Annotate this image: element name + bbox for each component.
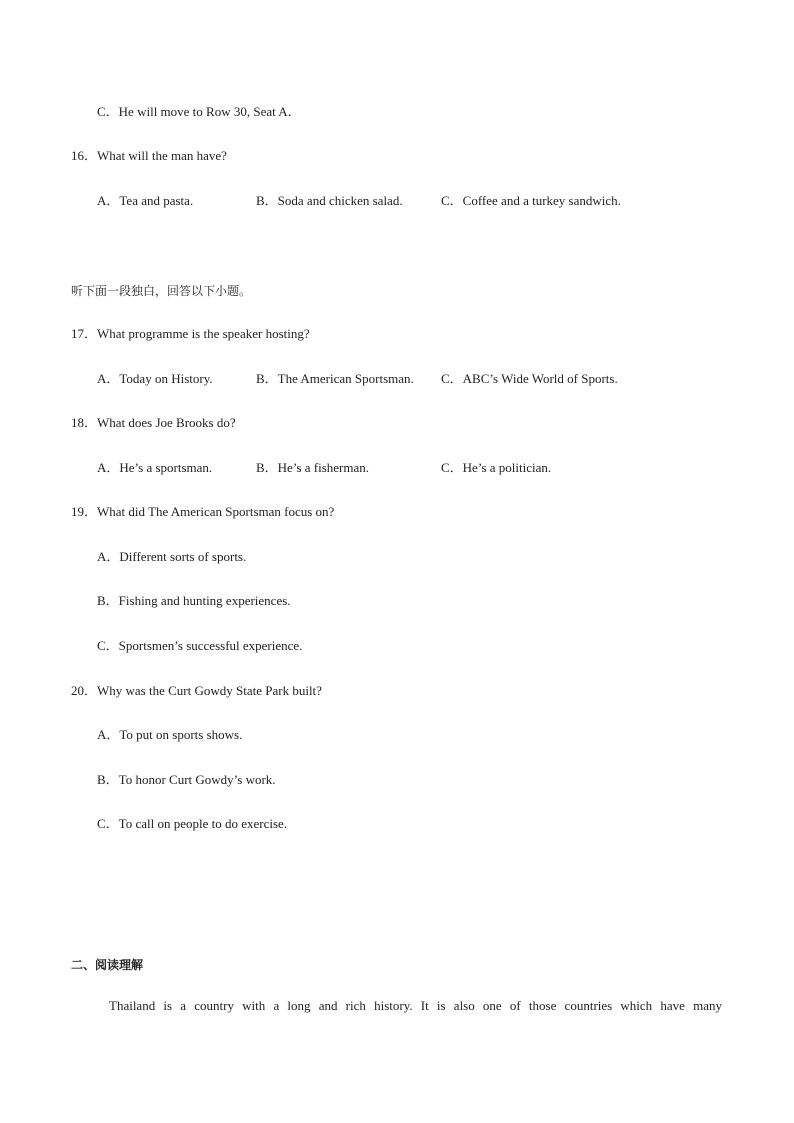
q17-option-a[interactable]: A．Today on History. xyxy=(97,371,213,386)
q19-option-a[interactable]: A．Different sorts of sports. xyxy=(97,549,247,564)
q20-option-a[interactable]: A．To put on sports shows. xyxy=(97,727,243,742)
q19-option-c[interactable]: C．Sportsmen’s successful experience. xyxy=(97,638,303,653)
q18-option-a[interactable]: A．He’s a sportsman. xyxy=(97,460,213,475)
q15-option-c[interactable]: C．He will move to Row 30, Seat A． xyxy=(97,104,301,119)
q17-option-b[interactable]: B．The American Sportsman. xyxy=(256,371,414,386)
q19-question: 19．What did The American Sportsman focus on? xyxy=(71,504,335,519)
q17-question: 17．What programme is the speaker hosting? xyxy=(71,326,310,341)
q18-question: 18．What does Joe Brooks do? xyxy=(71,415,236,430)
section-heading-reading: 二、阅读理解 xyxy=(71,958,144,972)
q17-option-c[interactable]: C．ABC’s Wide World of Sports. xyxy=(441,371,618,386)
q16-option-a[interactable]: A．Tea and pasta. xyxy=(97,193,194,208)
q18-option-b[interactable]: B．He’s a fisherman. xyxy=(256,460,370,475)
q18-option-c[interactable]: C．He’s a politician. xyxy=(441,460,552,475)
q20-option-b[interactable]: B．To honor Curt Gowdy’s work. xyxy=(97,772,276,787)
passage-line: Thailand is a country with a long and rich history. It is also one of those countries which have many xyxy=(109,998,722,1013)
q19-option-b[interactable]: B．Fishing and hunting experiences. xyxy=(97,593,291,608)
q20-option-c[interactable]: C．To call on people to do exercise. xyxy=(97,816,288,831)
q16-option-c[interactable]: C．Coffee and a turkey sandwich. xyxy=(441,193,621,208)
q16-question: 16．What will the man have? xyxy=(71,148,227,163)
q20-question: 20．Why was the Curt Gowdy State Park built? xyxy=(71,683,322,698)
q16-option-b[interactable]: B．Soda and chicken salad. xyxy=(256,193,403,208)
monologue-instruction: 听下面一段独白，回答以下小题。 xyxy=(71,284,252,298)
